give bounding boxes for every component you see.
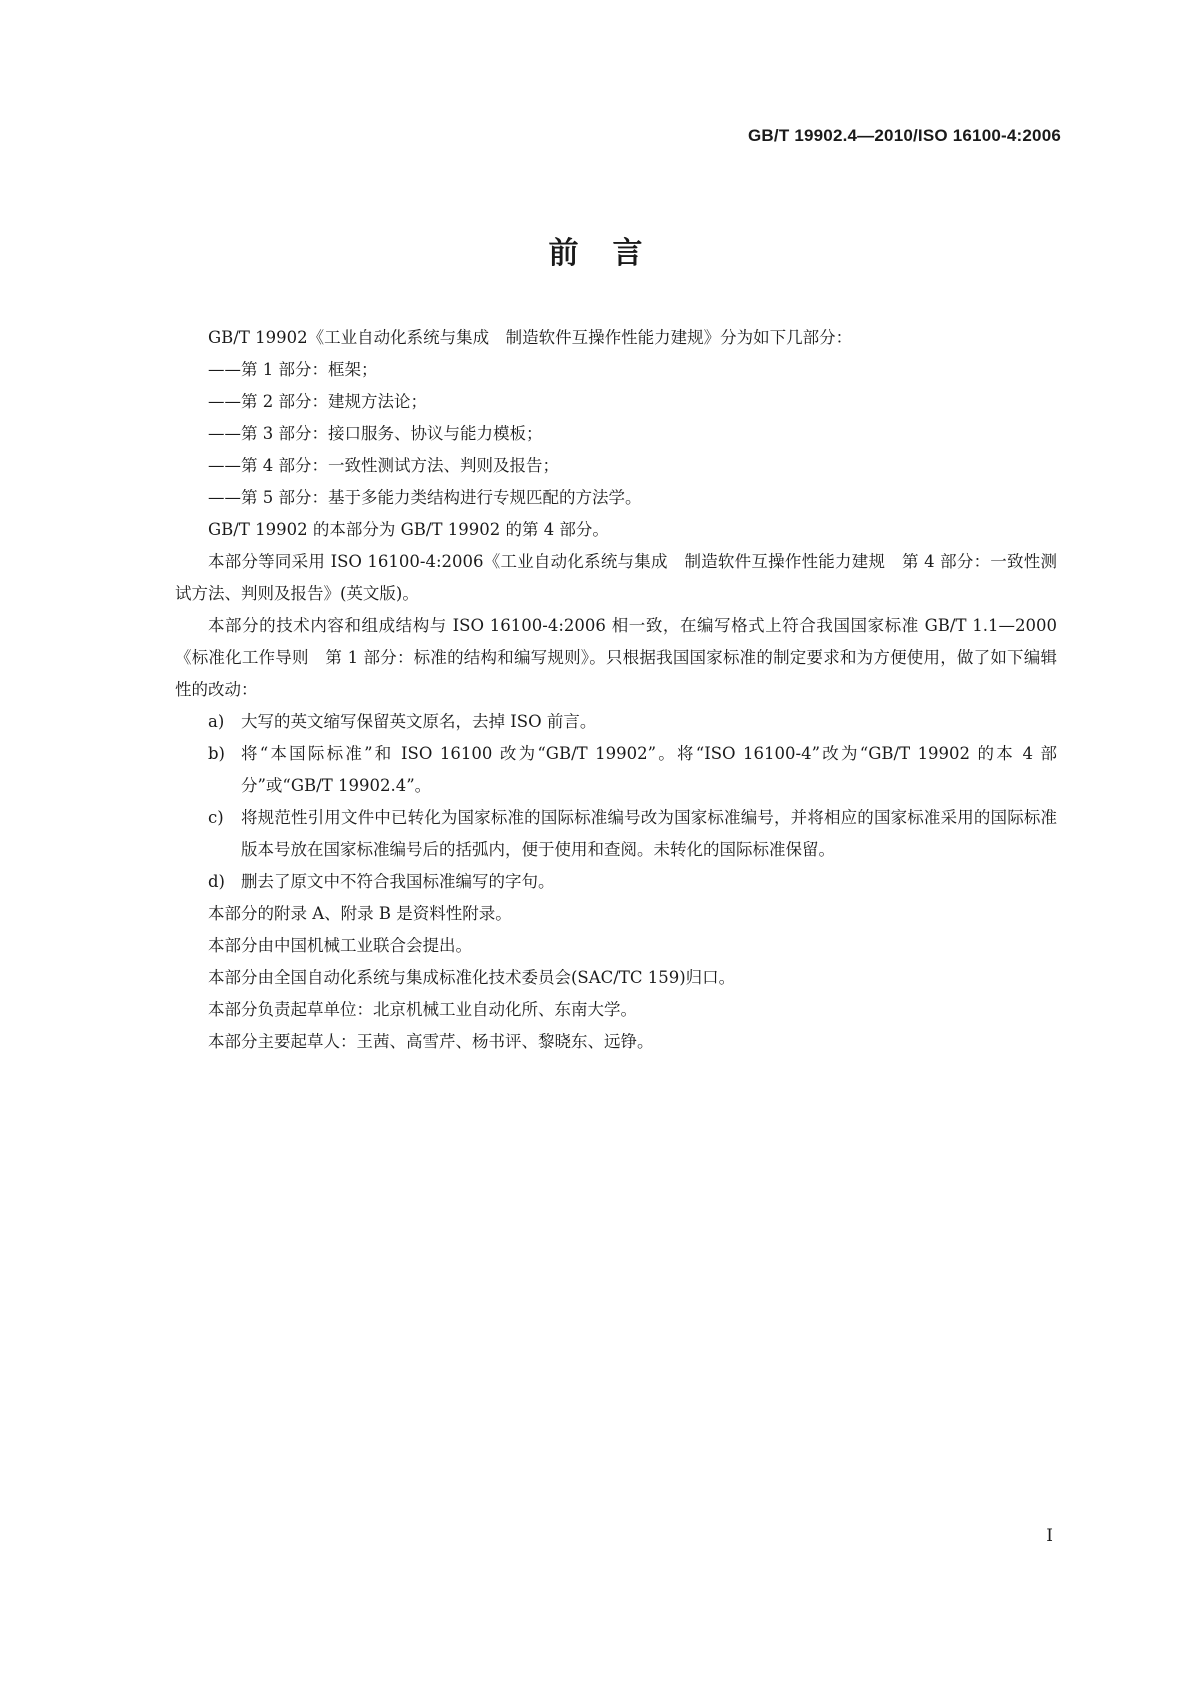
intro-paragraph: GB/T 19902《工业自动化系统与集成 制造软件互操作性能力建规》分为如下几部分： (208, 328, 853, 347)
page-number: I (1046, 1526, 1053, 1546)
foreword-body (175, 322, 1057, 1058)
paragraph: 本部分等同采用 ISO 16100-4:2006《工业自动化系统与集成 制造软件互操作性能力建规 第 4 部分：一致性测试方法、判则及报告》(英文版)。 (175, 552, 1057, 603)
change-text: 大写的英文缩写保留英文原名，去掉 ISO 前言。 (241, 712, 597, 731)
paragraph: GB/T 19902 的本部分为 GB/T 19902 的第 4 部分。 (208, 520, 609, 539)
paragraph: 本部分的附录 A、附录 B 是资料性附录。 (208, 904, 512, 923)
paragraph: 本部分负责起草单位：北京机械工业自动化所、东南大学。 (208, 1000, 637, 1019)
change-marker: c) (208, 808, 224, 827)
change-item (175, 802, 1057, 866)
page-title: 前言 (548, 236, 677, 271)
part-list-item: ——第 3 部分：接口服务、协议与能力模板； (208, 424, 543, 443)
change-item (175, 866, 1057, 898)
change-text: 将规范性引用文件中已转化为国家标准的国际标准编号改为国家标准编号，并将相应的国家标准采用的国际标准版本号放在国家标准编号后的括弧内，便于使用和查阅。未转化的国际标准保留。 (241, 808, 1057, 859)
paragraph: 本部分由全国自动化系统与集成标准化技术委员会(SAC/TC 159)归口。 (208, 968, 736, 987)
standard-number: GB/T 19902.4—2010/ISO 16100-4:2006 (748, 126, 1061, 145)
change-item (175, 706, 1057, 738)
part-list-item: ——第 5 部分：基于多能力类结构进行专规匹配的方法学。 (208, 488, 642, 507)
change-marker: a) (208, 712, 225, 731)
change-text: 将“本国际标准”和 ISO 16100 改为“GB/T 19902”。将“ISO 16100-4”改为“GB/T 19902 的本 4 部分”或“GB/T 19902.4”。 (241, 744, 1057, 795)
change-marker: b) (208, 744, 225, 763)
part-list-item: ——第 4 部分：一致性测试方法、判则及报告； (208, 456, 559, 475)
part-list-item: ——第 1 部分：框架； (208, 360, 378, 379)
part-list-item: ——第 2 部分：建规方法论； (208, 392, 427, 411)
change-item (175, 738, 1057, 802)
standard-number-header (748, 126, 1061, 146)
paragraph: 本部分由中国机械工业联合会提出。 (208, 936, 472, 955)
paragraph: 本部分主要起草人：王茜、高雪芹、杨书评、黎晓东、远铮。 (208, 1032, 654, 1051)
change-marker: d) (208, 872, 225, 891)
change-text: 删去了原文中不符合我国标准编写的字句。 (241, 872, 555, 891)
paragraph: 本部分的技术内容和组成结构与 ISO 16100-4:2006 相一致，在编写格式上符合我国国家标准 GB/T 1.1—2000《标准化工作导则 第 1 部分：标准的结构和编写规则》。只根据我国国家标准的制定要求和为方便使用，做了如下编辑性的改动： (175, 616, 1057, 699)
